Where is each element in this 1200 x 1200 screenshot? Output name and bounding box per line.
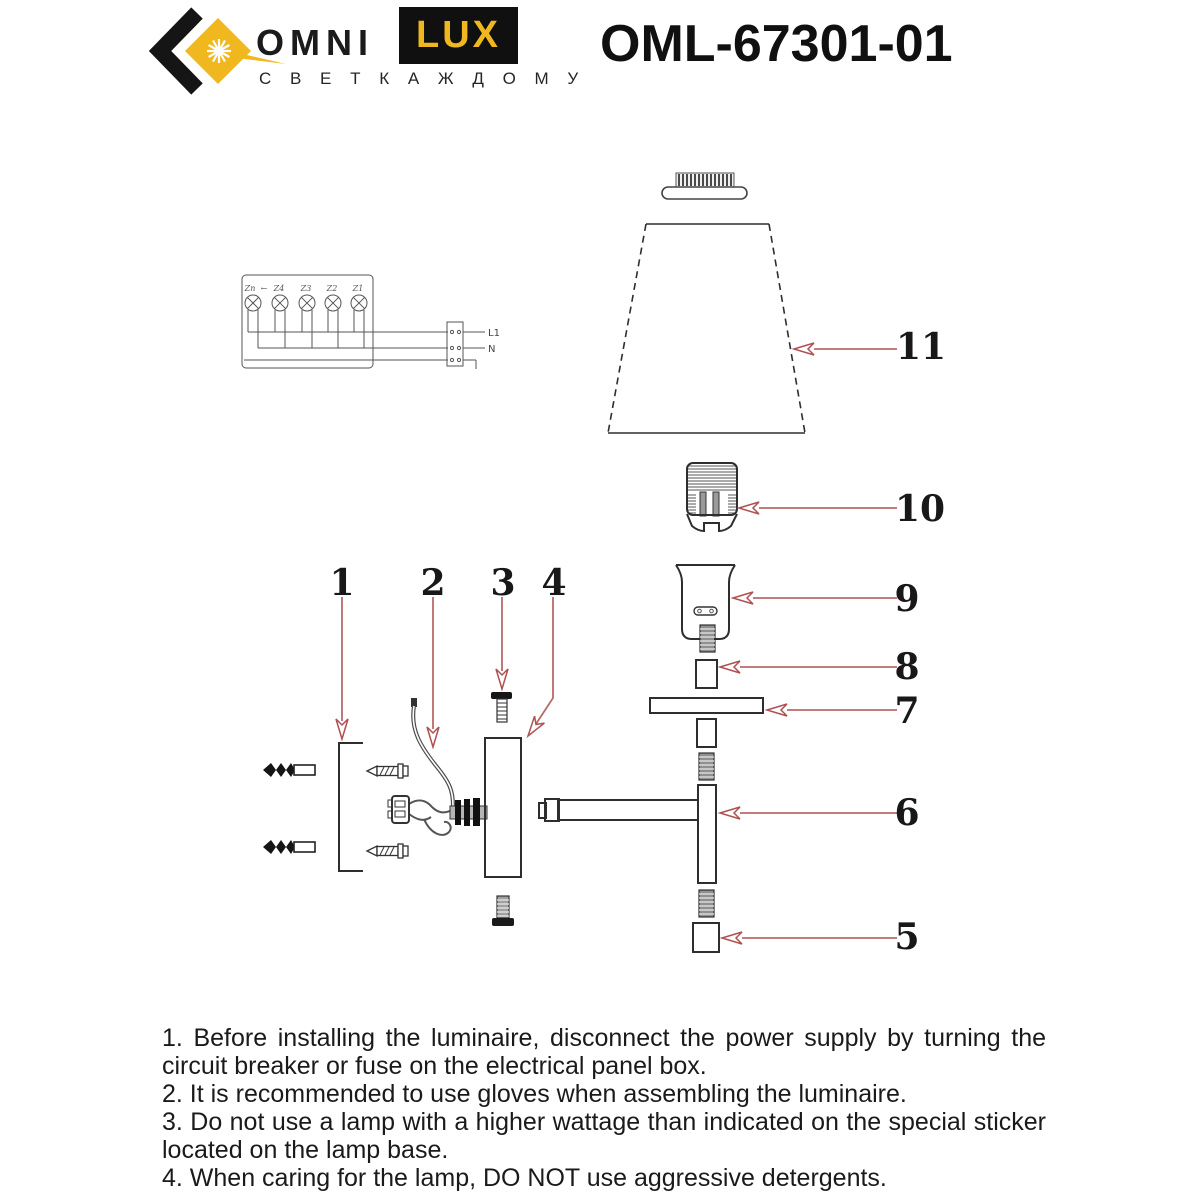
back-plate	[485, 738, 521, 877]
lamp-label: Z3	[300, 284, 312, 293]
brand-name-lux: LUX	[416, 14, 501, 56]
cross-bar	[650, 698, 763, 713]
part-label-1: 1	[329, 562, 355, 604]
instruction-1: 1. Before installing the luminaire, disconnect the power supply by turning the circuit breaker or fuse on the electrical panel box.	[162, 1024, 1046, 1080]
part-label-4: 4	[541, 562, 567, 604]
lamp-label: Z1	[352, 284, 364, 293]
lamp-label: Z4	[273, 284, 285, 293]
lamp-label: Z2	[326, 284, 338, 293]
instructions-block	[162, 1024, 1046, 1192]
socket-cup	[676, 565, 735, 652]
part-label-3: 3	[490, 562, 516, 604]
line-terminal-label: L1	[488, 328, 500, 339]
brand-tagline: С В Е Т К А Ж Д О М У	[259, 69, 586, 88]
shade-ring	[662, 173, 747, 199]
neutral-terminal-label: N	[488, 344, 496, 355]
machine-screw-bottom	[492, 896, 514, 926]
exploded-diagram	[0, 130, 1200, 1010]
brand-name-omni: OMNI	[256, 22, 374, 63]
brand-lux-box	[399, 7, 518, 64]
part-label-5: 5	[894, 916, 920, 958]
arrow-label: ←	[260, 284, 268, 293]
socket-shell	[687, 463, 737, 531]
part-label-2: 2	[420, 562, 446, 604]
part-label-6: 6	[894, 792, 920, 834]
socket-nut	[696, 660, 717, 688]
part-label-7: 7	[894, 690, 920, 732]
instruction-2: 2. It is recommended to use gloves when assembling the luminaire.	[162, 1080, 907, 1108]
wall-anchors	[263, 763, 315, 854]
instruction-3: 3. Do not use a lamp with a higher wattage than indicated on the special sticker located on the lamp base.	[162, 1108, 1046, 1164]
model-number: OML-67301-01	[600, 15, 953, 73]
part-label-11: 11	[895, 326, 947, 368]
machine-screw-top	[491, 692, 512, 722]
wall-bracket	[339, 743, 363, 871]
lamp-label: Zn	[244, 284, 256, 293]
end-cap	[693, 923, 719, 952]
arm-assembly	[539, 719, 716, 917]
part-label-8: 8	[894, 646, 920, 688]
instruction-4: 4. When caring for the lamp, DO NOT use aggressive detergents.	[162, 1164, 887, 1192]
lamp-shade	[608, 224, 805, 433]
part-label-10: 10	[894, 488, 946, 530]
part-label-9: 9	[894, 578, 920, 620]
